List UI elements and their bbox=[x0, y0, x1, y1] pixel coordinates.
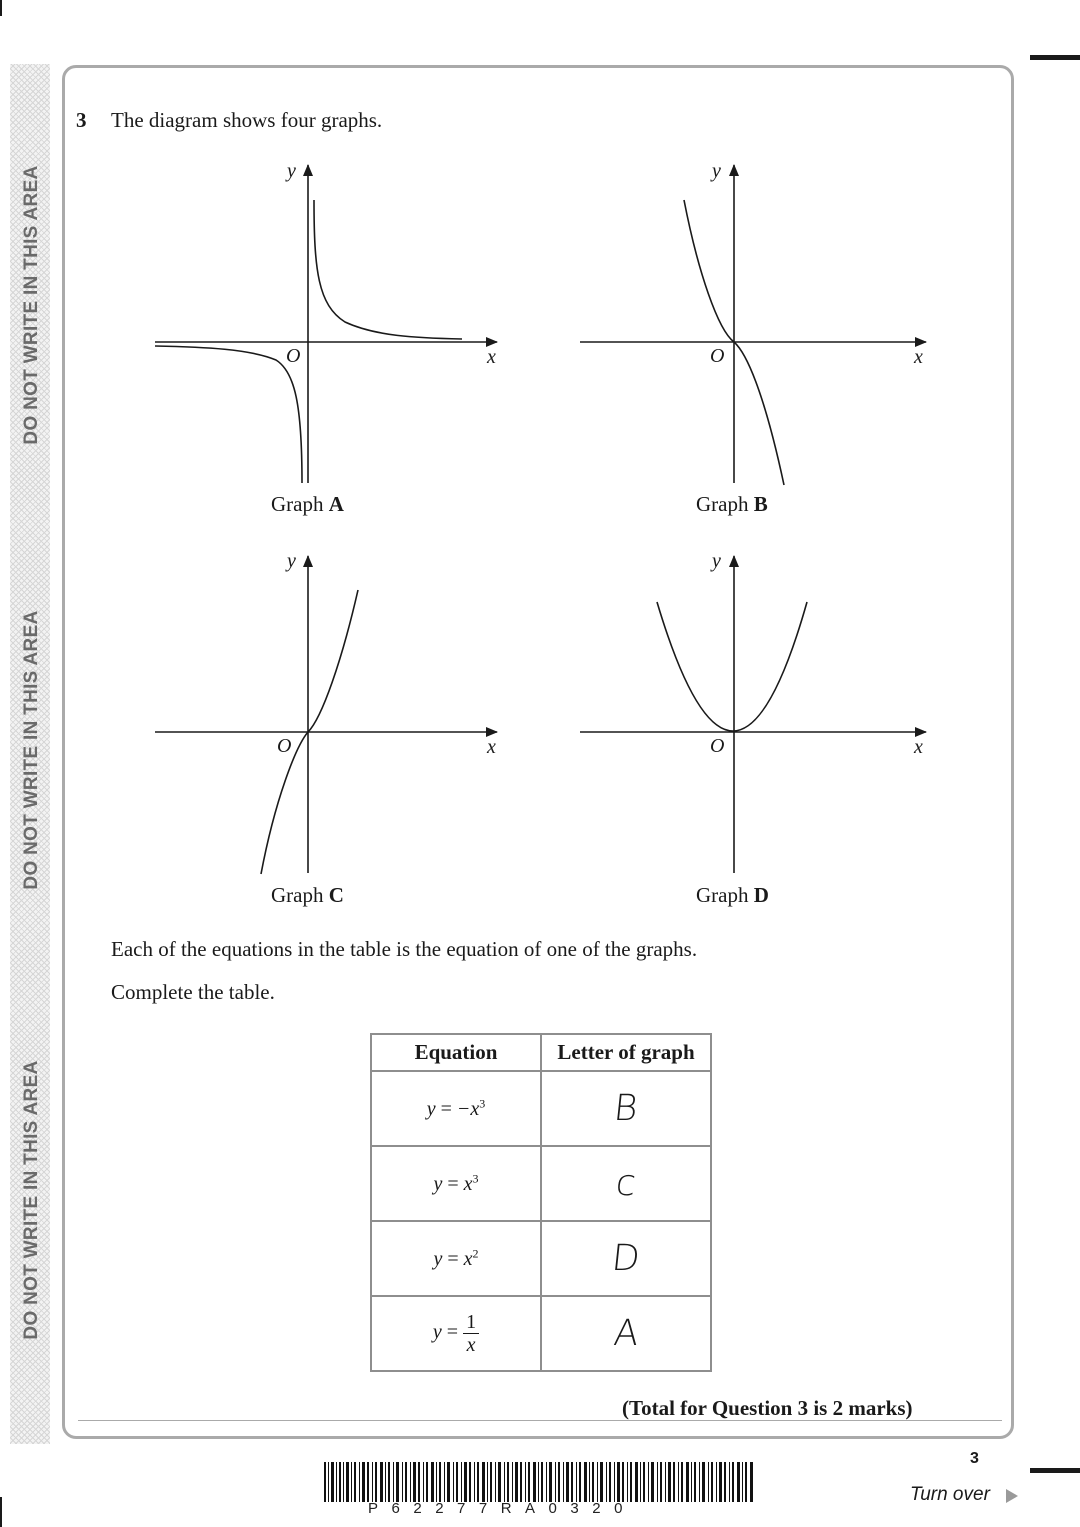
answer-cell[interactable] bbox=[541, 1071, 711, 1146]
equation-cell: $y = x^2$ bbox=[371, 1221, 541, 1296]
handwritten-answer: B bbox=[612, 1088, 640, 1129]
graph-b-x-label: x bbox=[914, 346, 923, 368]
graph-d-x-label: x bbox=[914, 736, 923, 758]
question-instruction: Each of the equations in the table is the equation of one of the graphs. bbox=[111, 937, 698, 961]
table-row bbox=[371, 1146, 711, 1221]
equation-cell: y = $\frac{1}{x}$ bbox=[371, 1296, 541, 1371]
table-header-row bbox=[371, 1034, 711, 1071]
fraction: $\frac{1}{x}$ bbox=[463, 1311, 479, 1356]
question-task: Complete the table. bbox=[111, 980, 275, 1004]
column-header-letter: Letter of graph bbox=[541, 1034, 711, 1071]
graph-d-caption: Graph D bbox=[696, 883, 769, 907]
margin-warning-text: DO NOT WRITE IN THIS AREA bbox=[21, 1060, 42, 1340]
page-number: 3 bbox=[970, 1450, 979, 1467]
graph-a-origin-label: O bbox=[286, 345, 301, 367]
question-number: 3 bbox=[76, 108, 87, 132]
table-row bbox=[371, 1071, 711, 1146]
table-row bbox=[371, 1296, 711, 1371]
table-row bbox=[371, 1221, 711, 1296]
answer-cell[interactable] bbox=[541, 1146, 711, 1221]
graph-a-curve bbox=[314, 200, 462, 339]
graph-d-y-label: y bbox=[712, 550, 721, 572]
barcode-text: P62277RA0320 bbox=[368, 1500, 636, 1517]
equation-cell: $y = -x^3$ bbox=[371, 1071, 541, 1146]
graph-a-curve bbox=[155, 346, 302, 483]
column-header-equation: Equation bbox=[371, 1034, 541, 1071]
handwritten-answer: c bbox=[613, 1163, 639, 1204]
question-intro: The diagram shows four graphs. bbox=[111, 108, 383, 132]
graph-d-origin-label: O bbox=[710, 735, 725, 757]
answer-cell[interactable] bbox=[541, 1296, 711, 1371]
graph-b-y-label: y bbox=[712, 160, 721, 182]
answer-cell[interactable] bbox=[541, 1221, 711, 1296]
graph-a-caption: Graph A bbox=[271, 492, 344, 516]
barcode bbox=[324, 1462, 754, 1502]
graph-c-x-label: x bbox=[487, 736, 496, 758]
graph-c-y-label: y bbox=[287, 550, 296, 572]
equation-cell: $y = x^3$ bbox=[371, 1146, 541, 1221]
play-arrow-icon bbox=[1006, 1489, 1018, 1503]
section-divider bbox=[78, 1420, 1002, 1421]
margin-warning-text: DO NOT WRITE IN THIS AREA bbox=[21, 610, 42, 890]
handwritten-answer: D bbox=[609, 1238, 643, 1279]
margin-warning-text: DO NOT WRITE IN THIS AREA bbox=[21, 165, 42, 445]
graph-b-origin-label: O bbox=[710, 345, 725, 367]
graph-a-y-label: y bbox=[287, 160, 296, 182]
graph-b-caption: Graph B bbox=[696, 492, 768, 516]
graph-a-x-label: x bbox=[487, 346, 496, 368]
graph-d-curve bbox=[657, 602, 807, 731]
graph-c-caption: Graph C bbox=[271, 883, 344, 907]
graph-c-origin-label: O bbox=[277, 735, 292, 757]
registration-mark bbox=[1030, 1468, 1080, 1473]
answer-table bbox=[370, 1033, 712, 1372]
handwritten-answer: A bbox=[611, 1313, 641, 1354]
turn-over-label: Turn over bbox=[910, 1484, 990, 1505]
registration-mark bbox=[0, 1497, 2, 1527]
question-total-marks: (Total for Question 3 is 2 marks) bbox=[622, 1396, 913, 1420]
